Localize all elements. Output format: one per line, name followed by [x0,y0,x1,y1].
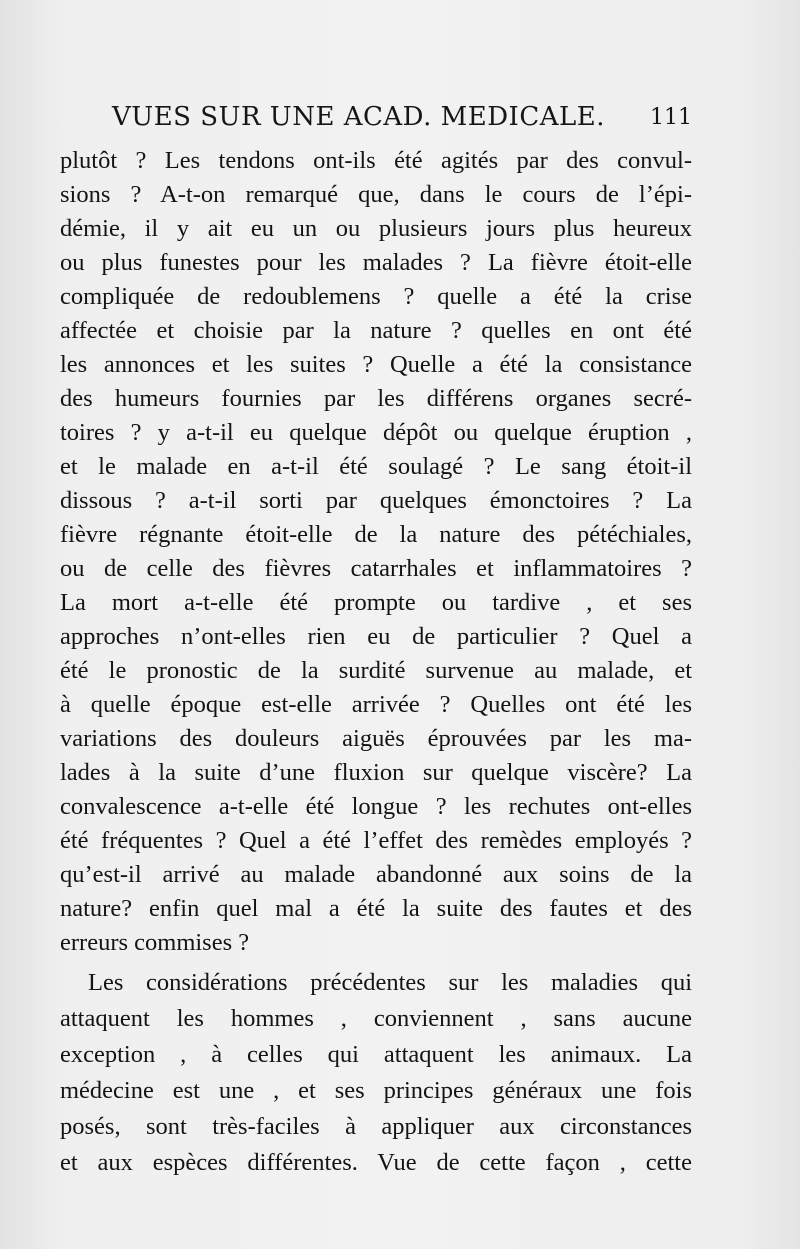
text-line: démie, il y ait eu un ou plusieurs jours plus heureux [60,215,692,242]
text-line: sions ? A-t-on remarqué que, dans le cours de l’épi- [60,181,692,208]
text-line: erreurs commises ? [60,929,250,956]
text-line: compliquée de redoublemens ? quelle a été la crise [60,283,692,310]
text-line: plutôt ? Les tendons ont-ils été agités par des convul- [60,147,692,174]
text-line: dissous ? a-t-il sorti par quelques émonctoires ? La [60,487,692,514]
text-line: fièvre régnante étoit-elle de la nature des pétéchiales, [60,521,692,548]
text-line: exception , à celles qui attaquent les animaux. La [60,1041,692,1068]
text-line: affectée et choisie par la nature ? quelles en ont été [60,317,692,344]
text-line: et aux espèces différentes. Vue de cette façon , cette [60,1149,692,1176]
text-line: Les considérations précédentes sur les maladies qui [88,969,692,996]
running-title: VUES SUR UNE ACAD. MEDICALE. [112,102,606,132]
page-number: 111 [650,105,692,130]
text-line: ou plus funestes pour les malades ? La fièvre étoit-elle [60,249,692,276]
text-line: convalescence a-t-elle été longue ? les rechutes ont-elles [60,793,692,820]
page-header [112,102,692,136]
text-line: toires ? y a-t-il eu quelque dépôt ou quelque éruption , [60,419,692,446]
text-line: été le pronostic de la surdité survenue au malade, et [60,657,692,684]
text-line: ou de celle des fièvres catarrhales et inflammatoires ? [60,555,692,582]
text-line: médecine est une , et ses principes généraux une fois [60,1077,692,1104]
text-line: été fréquentes ? Quel a été l’effet des remèdes employés ? [60,827,692,854]
text-line: nature? enfin quel mal a été la suite des fautes et des [60,895,692,922]
text-line: posés, sont très-faciles à appliquer aux circonstances [60,1113,692,1140]
text-line: attaquent les hommes , conviennent , sans aucune [60,1005,692,1032]
text-line: à quelle époque est-elle arrivée ? Quelles ont été les [60,691,692,718]
text-line: des humeurs fournies par les différens organes secré- [60,385,692,412]
text-line: approches n’ont-elles rien eu de particulier ? Quel a [60,623,692,650]
text-line: lades à la suite d’une fluxion sur quelque viscère? La [60,759,692,786]
text-line: qu’est-il arrivé au malade abandonné aux soins de la [60,861,692,888]
text-line: et le malade en a-t-il été soulagé ? Le sang étoit-il [60,453,692,480]
text-line: les annonces et les suites ? Quelle a été la consistance [60,351,692,378]
text-line: La mort a-t-elle été prompte ou tardive , et ses [60,589,692,616]
text-line: variations des douleurs aiguës éprouvées par les ma- [60,725,692,752]
